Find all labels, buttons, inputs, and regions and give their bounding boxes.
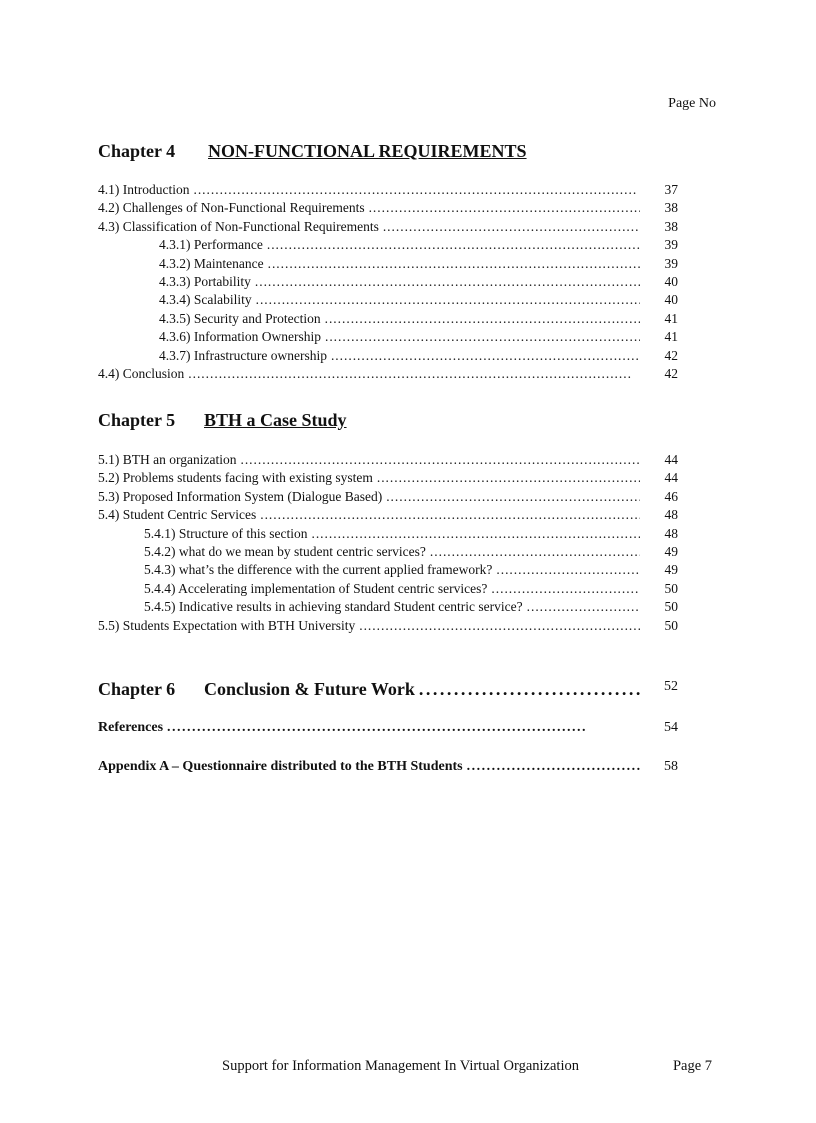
page-number: 48 [664, 507, 678, 523]
leader-dots [184, 365, 640, 383]
entry-label: 4.3.7) Infrastructure ownership [159, 347, 327, 363]
leader-dots [415, 679, 640, 700]
toc-entry [98, 273, 678, 291]
leader-dots [355, 617, 640, 635]
chapter-6-entry [98, 679, 678, 700]
page-number: 41 [664, 310, 678, 326]
toc-entry [98, 525, 678, 543]
entry-label: 4.3.1) Performance [159, 237, 263, 253]
toc-entry [98, 328, 678, 346]
page-number: 52 [664, 679, 678, 694]
leader-dots [492, 561, 640, 579]
toc-entry [98, 199, 678, 217]
toc-entry [98, 617, 678, 635]
page-number: 49 [664, 543, 678, 559]
toc-entry [98, 218, 678, 236]
entry-label: 5.4.4) Accelerating implementation of Student centric services? [144, 580, 488, 596]
entry-label: 4.4) Conclusion [98, 365, 185, 381]
page-number: 44 [664, 452, 678, 467]
leader-dots [373, 469, 640, 487]
toc-entry [98, 598, 678, 616]
toc-entry [98, 347, 678, 365]
page-number: 48 [664, 525, 678, 541]
leader-dots [251, 273, 640, 291]
entry-label: 5.5) Students Expectation with BTH University [98, 617, 356, 633]
leader-dots [426, 543, 640, 561]
entry-label: 4.3.5) Security and Protection [159, 310, 321, 326]
entry-label: 5.4.3) what’s the difference with the current applied framework? [144, 562, 493, 578]
entry-label: 5.4.1) Structure of this section [144, 525, 308, 541]
leader-dots [321, 310, 640, 328]
entry-label: 5.2) Problems students facing with existing system [98, 470, 373, 486]
entry-label: Appendix A – Questionnaire distributed to the BTH Students [98, 759, 463, 774]
leader-dots [382, 488, 640, 506]
toc-entry [98, 543, 678, 561]
chapter-4-toc [98, 181, 678, 383]
toc-entry [98, 451, 678, 469]
page-number: 50 [664, 580, 678, 596]
toc-entry [98, 236, 678, 254]
page-number: 38 [664, 218, 678, 234]
page-number: 40 [664, 273, 678, 289]
chapter-5-heading [98, 410, 347, 431]
page-number: 49 [664, 562, 678, 578]
entry-label: 4.3.4) Scalability [159, 292, 252, 308]
footer-page-number: Page 7 [672, 1058, 712, 1074]
leader-dots [256, 506, 640, 524]
entry-label: 4.3.2) Maintenance [159, 255, 264, 271]
entry-label: 4.3) Classification of Non-Functional Requirements [98, 218, 379, 234]
page-footer [222, 1058, 712, 1075]
appendix-a-entry [98, 759, 678, 775]
page-number: 44 [664, 470, 678, 486]
toc-entry [98, 506, 678, 524]
leader-dots [163, 720, 640, 736]
toc-entry [98, 255, 678, 273]
toc-entry [98, 365, 678, 383]
entry-label: 5.4.5) Indicative results in achieving standard Student centric service? [144, 599, 523, 615]
leader-dots [463, 759, 640, 775]
toc-entry [98, 181, 678, 199]
footer-title: Support for Information Management In Virtual Organization [222, 1058, 579, 1074]
leader-dots [487, 580, 640, 598]
leader-dots [189, 181, 640, 199]
entry-label: 4.3.3) Portability [159, 273, 251, 289]
leader-dots [307, 525, 640, 543]
leader-dots [252, 291, 640, 309]
page-number: 54 [664, 720, 678, 735]
entry-label: 4.1) Introduction [98, 182, 190, 197]
page-number: 38 [664, 200, 678, 216]
toc-entry [98, 580, 678, 598]
chapter-title: NON-FUNCTIONAL REQUIREMENTS [208, 141, 527, 161]
page-number: 42 [664, 365, 678, 381]
page-number: 37 [664, 182, 678, 197]
chapter-title: BTH a Case Study [204, 410, 347, 430]
page-number: 41 [664, 329, 678, 345]
chapter-number: Chapter 6 [98, 679, 176, 699]
toc-entry [98, 488, 678, 506]
entry-label: 5.4.2) what do we mean by student centric services? [144, 543, 426, 559]
entry-label: References [98, 720, 164, 735]
leader-dots [365, 199, 640, 217]
toc-entry [98, 291, 678, 309]
entry-label: 5.1) BTH an organization [98, 452, 237, 467]
chapter-number: Chapter 5 [98, 410, 176, 430]
entry-label: 5.4) Student Centric Services [98, 507, 257, 523]
page-number: 50 [664, 599, 678, 615]
leader-dots [523, 598, 640, 616]
leader-dots [321, 328, 640, 346]
chapter-number: Chapter 4 [98, 141, 176, 161]
leader-dots [379, 218, 640, 236]
leader-dots [327, 347, 640, 365]
leader-dots [236, 451, 640, 469]
page-number: 39 [664, 237, 678, 253]
leader-dots [264, 255, 640, 273]
page-no-column-label: Page No [668, 96, 716, 111]
page-number: 40 [664, 292, 678, 308]
toc-entry [98, 469, 678, 487]
references-entry [98, 720, 678, 736]
entry-label: 5.3) Proposed Information System (Dialogue Based) [98, 488, 383, 504]
page-number: 50 [664, 617, 678, 633]
entry-label: 4.2) Challenges of Non-Functional Requirements [98, 200, 365, 216]
chapter-5-toc [98, 451, 678, 635]
chapter-title: Conclusion & Future Work [204, 679, 415, 699]
page-number: 39 [664, 255, 678, 271]
entry-label: 4.3.6) Information Ownership [159, 329, 321, 345]
page-number: 58 [664, 759, 678, 774]
page-number: 46 [664, 488, 678, 504]
page-number: 42 [664, 347, 678, 363]
toc-entry [98, 310, 678, 328]
chapter-4-heading [98, 141, 527, 162]
leader-dots [263, 236, 640, 254]
toc-entry [98, 561, 678, 579]
